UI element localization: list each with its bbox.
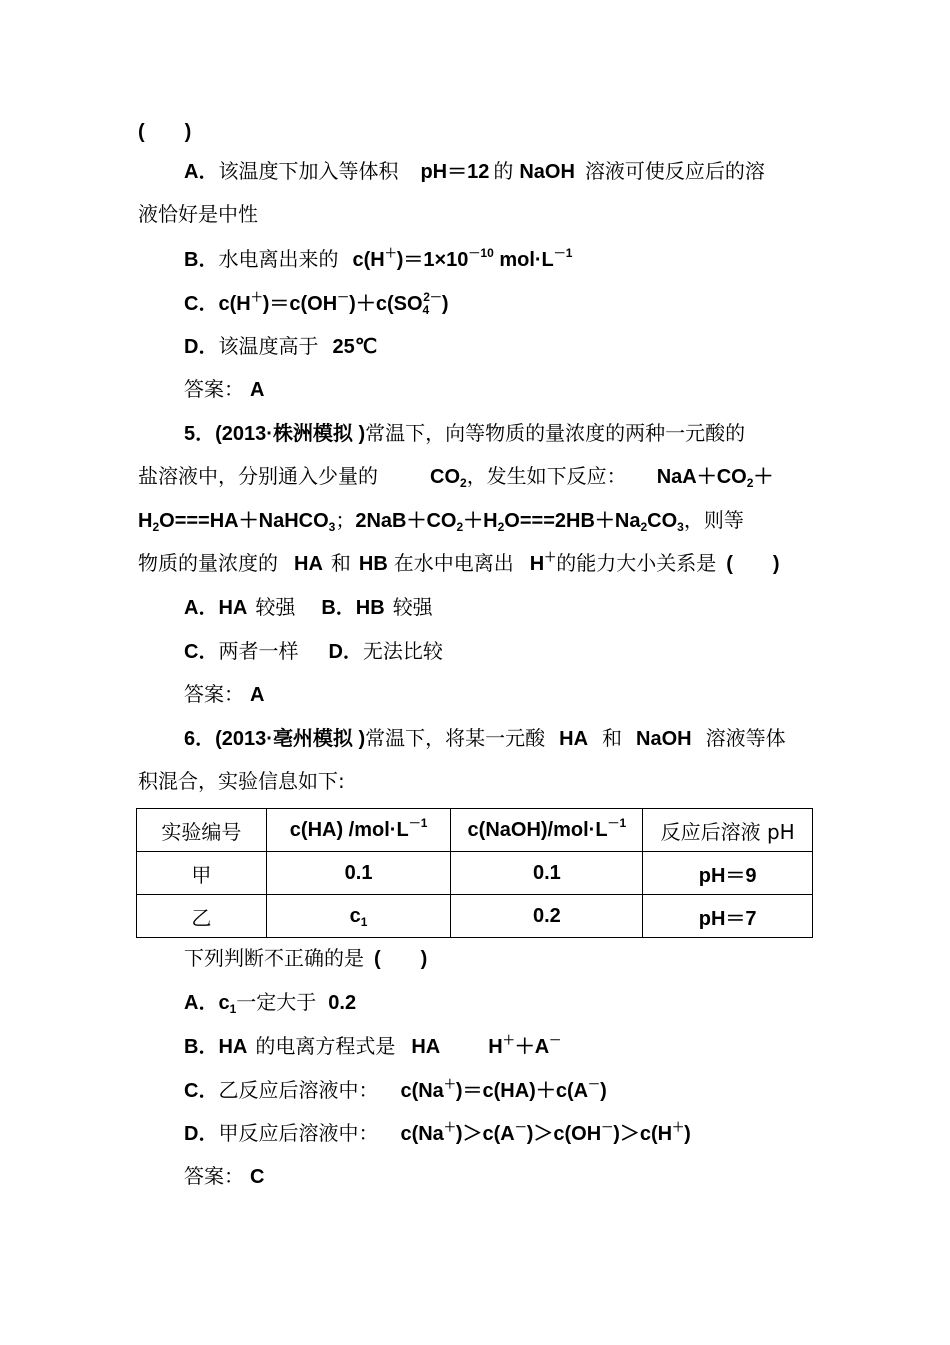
co2-formula: $CO_2$ [430, 466, 467, 490]
separator: ； [335, 508, 356, 532]
answer-value: C [250, 1166, 265, 1188]
formula: c(Na＋)＞c(A－)＞c(OH－)＞c(H＋) [400, 1120, 691, 1145]
hb-formula: HB [358, 553, 388, 575]
stem-text: 常温下，向等物质的量浓度的两种一元酸的 [365, 421, 746, 445]
temperature: 25℃ [332, 336, 378, 358]
option-text: 甲反应后溶液中： [218, 1121, 379, 1145]
table-cell: 甲 [137, 852, 267, 895]
question-source: (2013·株洲模拟 ) [215, 423, 366, 445]
stem-text: 溶液等体 [705, 726, 786, 750]
option-text: 该温度下加入等体积 [218, 159, 399, 183]
table-header-row [137, 809, 813, 852]
option-formula: HA [218, 597, 248, 619]
q4-bracket: ( ) [138, 121, 192, 143]
stem-text: 和 [602, 726, 623, 750]
option-text: 溶液可使反应后的溶 [584, 159, 765, 183]
option-text: 的 [493, 159, 514, 183]
table-cell: $c_1$ [266, 895, 451, 938]
option-formula: HB [355, 597, 385, 619]
q5-options-cd [184, 638, 443, 665]
c1-symbol: $c_1$ [218, 992, 237, 1016]
option-label: C． [184, 641, 219, 663]
answer-bracket: ( ) [726, 553, 780, 575]
q6-answer [184, 1163, 264, 1190]
option-label: B． [184, 249, 219, 271]
stem-text: 在水中电离出 [393, 551, 514, 575]
q6-question [184, 945, 427, 972]
table-cell: 0.1 [266, 852, 451, 895]
formula: $c(H^+)=c(OH^-)+c(SO_4^{2-})$ [218, 290, 449, 317]
table-cell: 0.1 [451, 852, 643, 895]
h-ion: H＋ [529, 550, 557, 575]
option-formula: HA [218, 1036, 248, 1058]
option-label: C． [184, 1080, 219, 1102]
answer-bracket: ( ) [374, 948, 428, 970]
ph-value: pH＝12 [420, 161, 490, 183]
equation-2: $2NaB+CO_2+H_2O===2HB+Na_2CO_3$ [355, 510, 684, 534]
stem-text: ，发生如下反应： [466, 464, 627, 488]
question-source: (2013·亳州模拟 ) [215, 728, 366, 750]
table-cell: 乙 [137, 895, 267, 938]
question-number: 5． [184, 423, 216, 445]
option-text: 该温度高于 [218, 334, 319, 358]
option-label: D． [184, 1123, 219, 1145]
q6-option-c [184, 1077, 607, 1104]
option-text: 较强 [392, 595, 433, 619]
option-value: 0.2 [328, 992, 357, 1014]
question-text: 下列判断不正确的是 [184, 946, 364, 970]
q4-option-c [184, 290, 449, 317]
table-header: 实验编号 [137, 809, 267, 852]
table-cell: 0.2 [451, 895, 643, 938]
q4-option-a [184, 158, 765, 185]
q6-stem-line2: 积混合，实验信息如下: [138, 769, 345, 793]
option-label: D． [184, 336, 219, 358]
option-label: B． [321, 597, 356, 619]
equation-1-end: $H_2O===HA+NaHCO_3$ [138, 510, 336, 534]
q4-option-b [184, 246, 572, 273]
table-header: $c(NaOH)/mol\cdot L^{-1}$ [451, 809, 643, 852]
q6-option-d [184, 1120, 691, 1147]
option-text: 乙反应后溶液中： [218, 1078, 379, 1102]
formula: c(Na＋)＝c(HA)＋c(A－) [400, 1077, 607, 1102]
q4-answer [184, 376, 264, 403]
option-label: A． [184, 161, 219, 183]
naoh-formula: NaOH [519, 161, 575, 183]
q5-stem-line4 [138, 550, 780, 577]
table-cell: pH＝9 [643, 852, 813, 895]
equation-right: H＋＋A－ [488, 1033, 562, 1058]
option-label: B． [184, 1036, 219, 1058]
q5-stem-line2 [138, 463, 773, 490]
stem-text: ，则等 [683, 508, 744, 532]
answer-label: 答案： [184, 682, 244, 706]
option-text: 两者一样 [218, 639, 299, 663]
formula: $c(H^+)=1\times 10^{-10}$ $mol\cdot L^{-1}$ [352, 246, 573, 271]
stem-text: 盐溶液中，分别通入少量的 [138, 464, 378, 488]
q4-option-d [184, 333, 377, 360]
answer-label: 答案： [184, 377, 244, 401]
option-text: 无法比较 [362, 639, 443, 663]
equation-left: HA [411, 1036, 441, 1058]
answer-value: A [250, 684, 265, 706]
stem-text: 物质的量浓度的 [138, 551, 278, 575]
question-number: 6． [184, 728, 216, 750]
q6-option-a [184, 989, 356, 1016]
stem-text: 的能力大小关系是 [556, 551, 717, 575]
ha-formula: HA [294, 553, 323, 575]
answer-label: 答案： [184, 1164, 244, 1188]
option-text: 较强 [255, 595, 296, 619]
q5-stem-line1 [184, 420, 745, 447]
option-label: D． [328, 641, 363, 663]
experiment-table [136, 808, 813, 938]
table-header: c(HA) $/mol\cdot L^{-1}$ [266, 809, 451, 852]
naoh-formula: NaOH [636, 728, 692, 750]
q5-stem-line3 [138, 507, 744, 534]
table-row [137, 895, 813, 938]
option-text: 水电离出来的 [218, 247, 339, 271]
answer-value: A [250, 379, 265, 401]
q4-option-a-cont: 液恰好是中性 [138, 202, 258, 226]
stem-text: 和 [330, 551, 351, 575]
stem-text: 常温下，将某一元酸 [365, 726, 546, 750]
option-text: 一定大于 [236, 990, 317, 1014]
equation-1-start: $NaA+CO_2+$ [656, 466, 774, 490]
ha-formula: HA [559, 728, 589, 750]
q6-stem-line1 [184, 725, 786, 752]
option-label: A． [184, 597, 219, 619]
option-text: 的电离方程式是 [255, 1034, 396, 1058]
q6-option-b [184, 1033, 561, 1060]
option-label: A． [184, 992, 219, 1014]
table-header: 反应后溶液 pH [643, 809, 813, 852]
q5-answer [184, 681, 264, 708]
q5-options-ab [184, 594, 433, 621]
option-label: C． [184, 293, 219, 315]
table-cell: pH＝7 [643, 895, 813, 938]
table-row [137, 852, 813, 895]
